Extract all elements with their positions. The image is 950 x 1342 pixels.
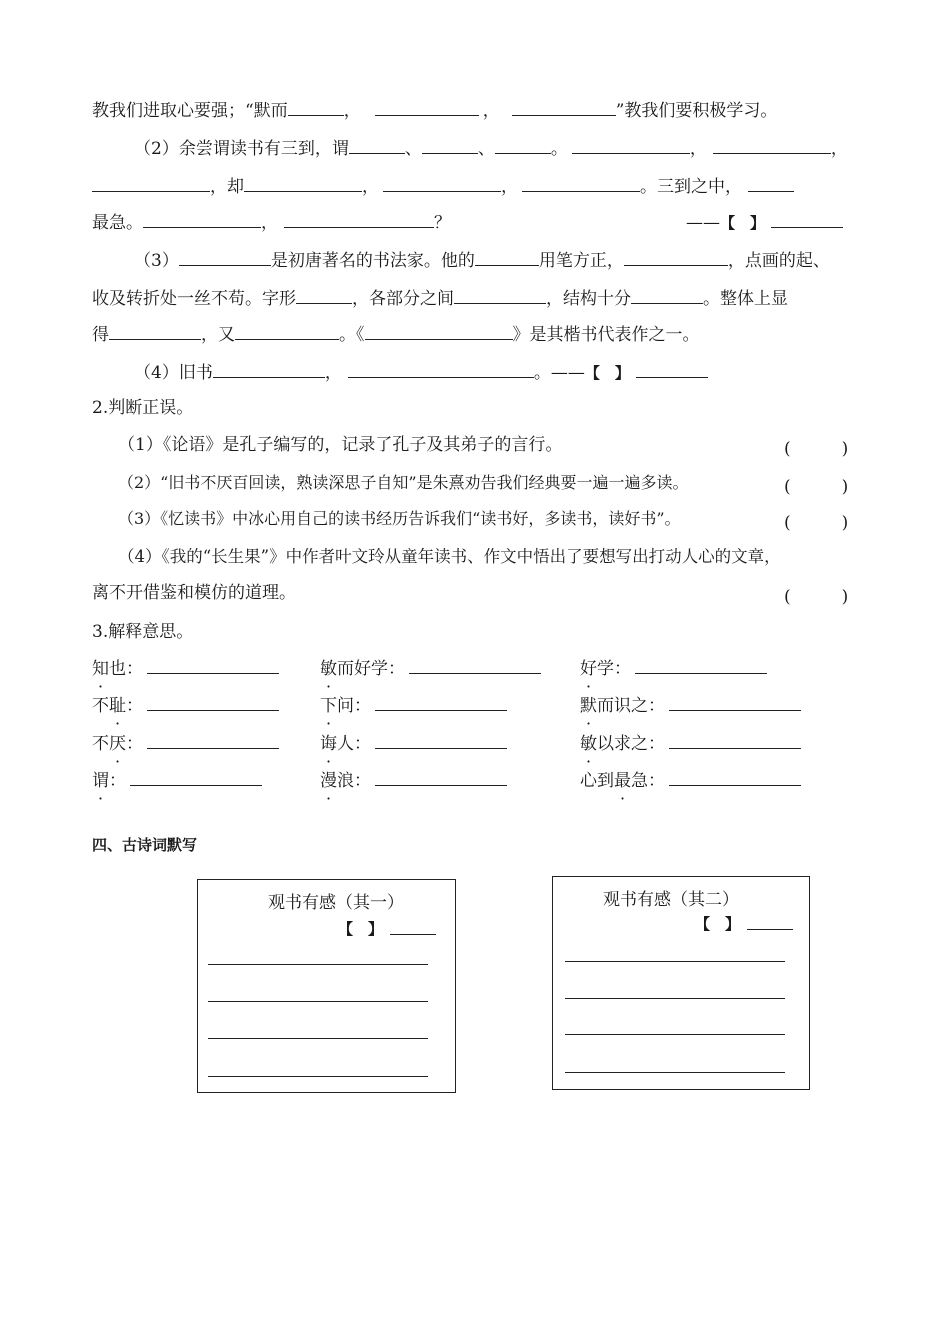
blank[interactable] xyxy=(635,656,767,674)
q2-item-4-cont: 离不开借鉴和模仿的道理。 xyxy=(92,583,296,603)
author-blank[interactable] xyxy=(747,929,793,930)
answer-line[interactable] xyxy=(565,1072,785,1073)
blank[interactable] xyxy=(713,136,831,154)
term-xin-dao-zui-ji: 心到最急： xyxy=(580,768,801,792)
q1-p4-line: （4）旧书 ， 。——【 】 xyxy=(134,360,708,384)
blank[interactable] xyxy=(375,768,507,786)
term-hui-ren: 诲人： xyxy=(320,731,507,755)
answer-line[interactable] xyxy=(208,1076,428,1077)
dynasty-bracket: 【 】 xyxy=(338,920,384,938)
blank[interactable] xyxy=(109,322,201,340)
term-min-yi-qiu-zhi: 敏以求之： xyxy=(580,731,801,755)
blank[interactable] xyxy=(213,360,325,378)
q2-item-4: （4）《我的“长生果”》中作者叶文玲从童年读书、作文中悟出了要想写出打动人心的文章， xyxy=(118,547,781,566)
q1-p3-line2: 收及转折处一丝不苟。字形 ，各部分之间 ，结构十分 。整体上显 xyxy=(92,286,788,310)
blank[interactable] xyxy=(296,286,352,304)
blank[interactable] xyxy=(147,731,279,749)
answer-paren[interactable]: ( ) xyxy=(784,477,849,497)
blank[interactable] xyxy=(422,136,478,154)
q2-item-2: （2）“旧书不厌百回读，熟读深思子自知”是朱熹劝告我们经典要一遍一遍多读。 xyxy=(118,473,689,492)
blank[interactable] xyxy=(669,768,801,786)
blank[interactable] xyxy=(383,174,501,192)
blank[interactable] xyxy=(288,98,344,116)
q2-item-3: （3）《忆读书》中冰心用自己的读书经历告诉我们“读书好，多读书，读好书”。 xyxy=(118,509,681,528)
answer-line[interactable] xyxy=(208,964,428,965)
blank[interactable] xyxy=(624,248,728,266)
q1-p2-attribution: ——【 】 xyxy=(686,210,843,234)
blank[interactable] xyxy=(244,174,362,192)
blank[interactable] xyxy=(349,136,405,154)
poem-title: 观书有感（其一） xyxy=(268,893,404,913)
answer-paren[interactable]: ( ) xyxy=(784,587,849,607)
section-4-heading: 四、古诗词默写 xyxy=(92,836,198,854)
answer-line[interactable] xyxy=(208,1001,428,1002)
poem-box-2 xyxy=(552,876,810,1090)
blank[interactable] xyxy=(143,210,261,228)
poem-box-1 xyxy=(197,879,456,1093)
blank[interactable] xyxy=(375,98,479,116)
blank[interactable] xyxy=(348,360,534,378)
term-zhi-ye: 知也： xyxy=(92,656,279,680)
blank[interactable] xyxy=(771,210,843,228)
blank[interactable] xyxy=(365,322,513,340)
blank[interactable] xyxy=(636,360,708,378)
author-blank[interactable] xyxy=(390,934,436,935)
term-wei: 谓： xyxy=(92,768,262,792)
answer-paren[interactable]: ( ) xyxy=(784,513,849,533)
term-man-lang: 漫浪： xyxy=(320,768,507,792)
answer-paren[interactable]: ( ) xyxy=(784,439,849,459)
answer-line[interactable] xyxy=(565,961,785,962)
blank[interactable] xyxy=(147,693,279,711)
blank[interactable] xyxy=(130,768,262,786)
blank[interactable] xyxy=(409,656,541,674)
q1-p2-line1: （2）余尝谓读书有三到，谓 、 、 。 ， ， xyxy=(134,136,848,160)
blank[interactable] xyxy=(92,174,210,192)
q1-line1: 教我们进取心要强；“默而 ， ， ”教我们要积极学习。 xyxy=(92,98,777,122)
poem-title: 观书有感（其二） xyxy=(603,890,739,910)
blank[interactable] xyxy=(454,286,546,304)
q1-p3-line3: 得 ，又 。《 》是其楷书代表作之一。 xyxy=(92,322,700,346)
blank[interactable] xyxy=(512,98,616,116)
blank[interactable] xyxy=(475,248,539,266)
blank[interactable] xyxy=(748,174,794,192)
blank[interactable] xyxy=(522,174,640,192)
dynasty-bracket: 【 】 xyxy=(695,915,741,933)
blank[interactable] xyxy=(495,136,551,154)
blank[interactable] xyxy=(375,693,507,711)
q1-p2-line3: 最急。 ， ？ xyxy=(92,210,451,234)
q2-item-1: （1）《论语》是孔子编写的，记录了孔子及其弟子的言行。 xyxy=(118,435,563,455)
answer-line[interactable] xyxy=(565,1034,785,1035)
blank[interactable] xyxy=(572,136,690,154)
q1-p3-line1: （3） 是初唐著名的书法家。他的 用笔方正， ，点画的起、 xyxy=(134,248,830,272)
blank[interactable] xyxy=(375,731,507,749)
term-xia-wen: 下问： xyxy=(320,693,507,717)
term-hao-xue: 好学： xyxy=(580,656,767,680)
blank[interactable] xyxy=(669,731,801,749)
answer-line[interactable] xyxy=(208,1038,428,1039)
term-min-er-hao-xue: 敏而好学： xyxy=(320,656,541,680)
q2-title: 2.判断正误。 xyxy=(92,398,194,418)
term-bu-yan: 不厌： xyxy=(92,731,279,755)
blank[interactable] xyxy=(631,286,703,304)
blank[interactable] xyxy=(235,322,339,340)
term-mo-er-zhi-zhi: 默而识之： xyxy=(580,693,801,717)
blank[interactable] xyxy=(284,210,434,228)
blank[interactable] xyxy=(179,248,271,266)
blank[interactable] xyxy=(669,693,801,711)
answer-line[interactable] xyxy=(565,998,785,999)
term-bu-chi: 不耻： xyxy=(92,693,279,717)
q1-p2-line2: ，却 ， ， 。三到之中， xyxy=(92,174,794,198)
blank[interactable] xyxy=(147,656,279,674)
q3-title: 3.解释意思。 xyxy=(92,622,194,642)
